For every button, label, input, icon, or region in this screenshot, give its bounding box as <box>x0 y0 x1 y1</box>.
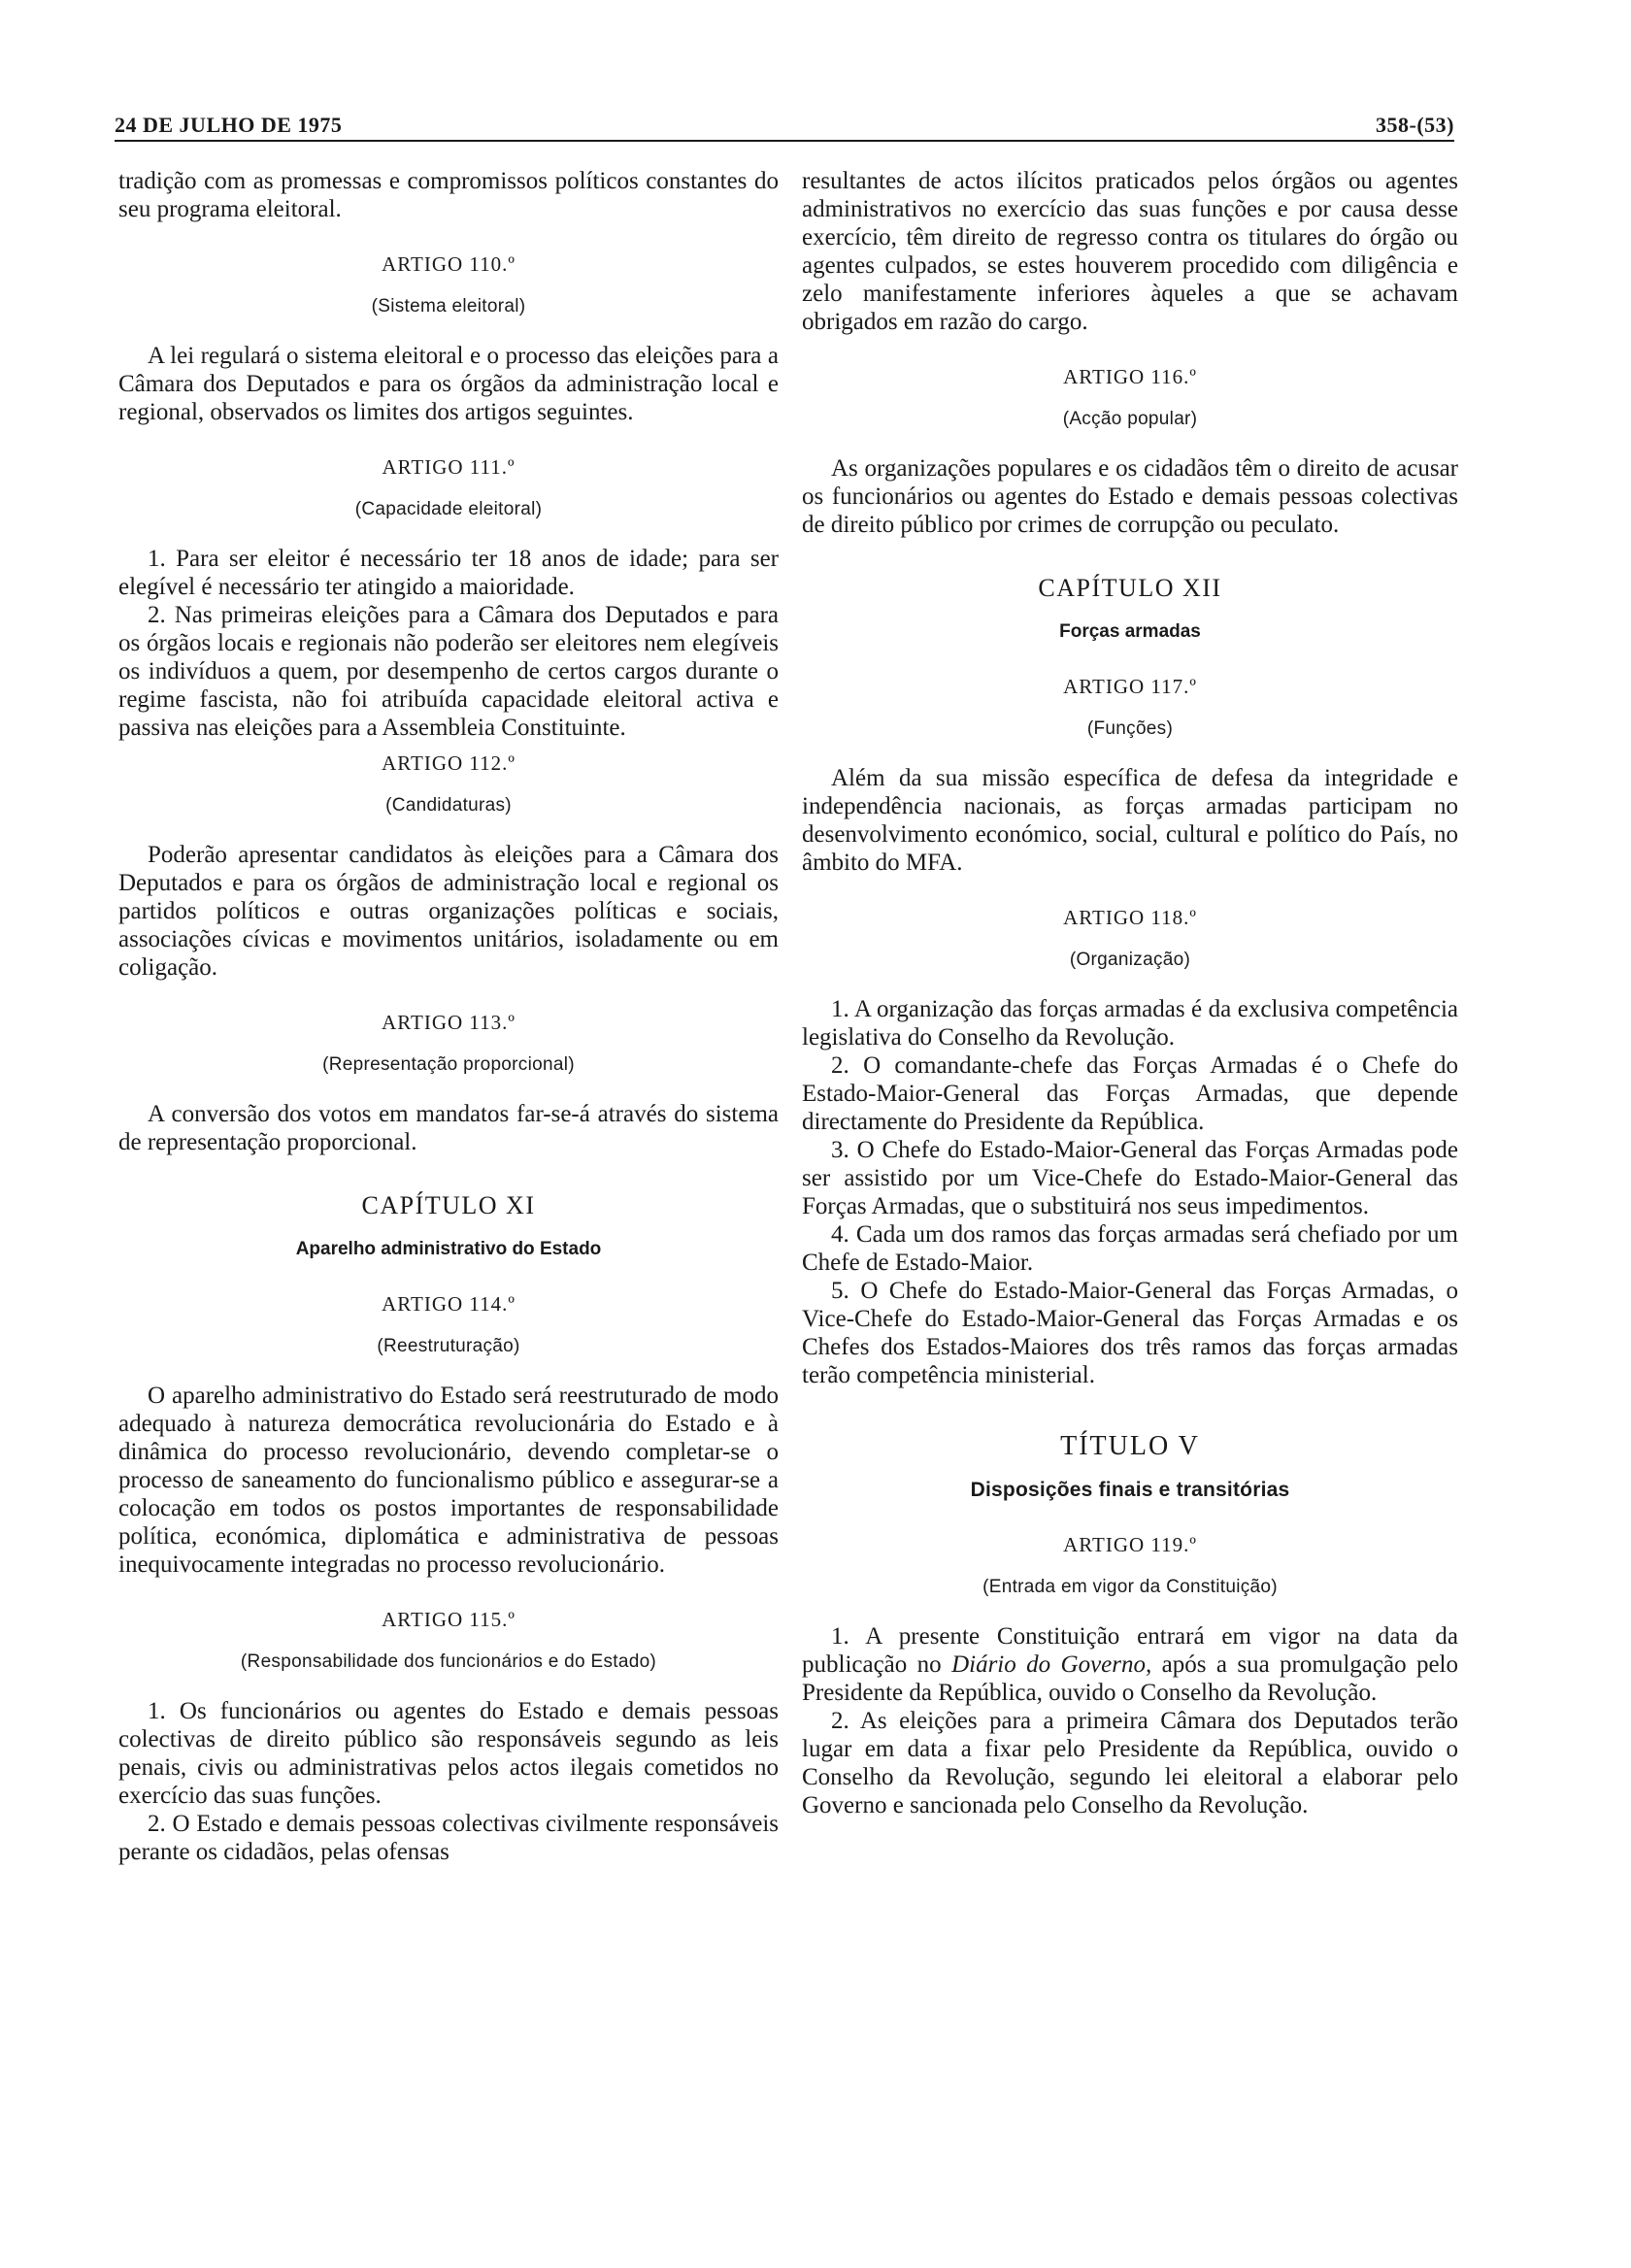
left-column <box>118 167 779 1866</box>
article-118-paragraph-2: 2. O comandante-chefe das Forças Armadas é o Chefe do Estado-Maior-General das Forças Armadas, que depende directamente do Presidente da República. <box>802 1052 1458 1135</box>
article-119-p1-start: 1. A presente Constituição entrará em vigor na data da publicação no <box>802 1623 1458 1678</box>
article-subtitle-116: (Acção popular) <box>1062 409 1198 429</box>
article-heading-117: ARTIGO 117.º <box>1063 675 1197 698</box>
article-111-paragraph-1: 1. Para ser eleitor é necessário ter 18 anos de idade; para ser elegível é necessário ter atingido a maioridade. <box>118 546 779 600</box>
article-heading-110: ARTIGO 110.º <box>382 252 516 276</box>
chapter-heading-xi: CAPÍTULO XI <box>361 1191 536 1219</box>
article-111-paragraph-2: 2. Nas primeiras eleições para a Câmara dos Deputados e para os órgãos locais e regionais não poderão ser eleitores nem elegíveis os indivíduos a quem, por desempenho de certos cargos durante o regime fascista, não foi atribuída capacidade eleitoral activa e passiva nas eleições para a Assembleia Constituinte. <box>118 602 779 741</box>
article-118-paragraph-3: 3. O Chefe do Estado-Maior-General das Forças Armadas pode ser assistido por um Vice-Chefe do Estado-Maior-General das Forças Armadas, que o substituirá nos seus impedimentos. <box>802 1137 1458 1219</box>
article-subtitle-118: (Organização) <box>1069 950 1191 970</box>
article-118-paragraph-1: 1. A organização das forças armadas é da exclusiva competência legislativa do Conselho da Revolução. <box>802 996 1458 1051</box>
article-subtitle-113: (Representação proporcional) <box>322 1054 575 1075</box>
paragraph-continuation: tradição com as promessas e compromissos políticos constantes do seu programa eleitoral. <box>118 168 779 222</box>
article-119-p1-italic: Diário do Governo, <box>951 1651 1152 1678</box>
article-subtitle-115: (Responsabilidade dos funcionários e do Estado) <box>240 1651 657 1672</box>
chapter-heading-xii: CAPÍTULO XII <box>1038 574 1222 602</box>
page-header <box>115 111 1454 142</box>
article-heading-119: ARTIGO 119.º <box>1063 1533 1197 1556</box>
article-heading-116: ARTIGO 116.º <box>1063 365 1197 388</box>
article-112-paragraph: Poderão apresentar candidatos às eleições para a Câmara dos Deputados e para os órgãos de administração local e regional os partidos políticos e outras organizações políticas e sociais, associações cívicas e movimentos unitários, isoladamente ou em coligação. <box>118 842 779 981</box>
paragraph-continuation-right: resultantes de actos ilícitos praticados pelos órgãos ou agentes administrativos no exercício das suas funções e por causa desse exercício, têm direito de regresso contra os titulares do órgão ou agentes culpados, se estes houverem procedido com diligência e zelo manifestamente inferiores àqueles a que se achavam obrigados em razão do cargo. <box>802 168 1458 335</box>
article-subtitle-112: (Candidaturas) <box>385 795 512 816</box>
title-heading-v: TÍTULO V <box>1060 1431 1200 1461</box>
article-subtitle-114: (Reestruturação) <box>377 1336 520 1356</box>
article-118-paragraph-5: 5. O Chefe do Estado-Maior-General das Forças Armadas, o Vice-Chefe do Estado-Maior-General das Forças Armadas e os Chefes dos Estados-Maiores dos três ramos das forças armadas terão competência ministerial. <box>802 1278 1458 1388</box>
article-119-paragraph-1 <box>802 1622 1458 1707</box>
article-subtitle-117: (Funções) <box>1086 718 1174 739</box>
article-subtitle-119: (Entrada em vigor da Constituição) <box>982 1577 1278 1597</box>
chapter-name-xii: Forças armadas <box>1059 621 1201 642</box>
article-118-paragraph-4: 4. Cada um dos ramos das forças armadas será chefiado por um Chefe de Estado-Maior. <box>802 1221 1458 1276</box>
article-116-paragraph: As organizações populares e os cidadãos têm o direito de acusar os funcionários ou agentes do Estado e demais pessoas colectivas de direito público por crimes de corrupção ou peculato. <box>802 455 1458 538</box>
article-110-paragraph: A lei regulará o sistema eleitoral e o processo das eleições para a Câmara dos Deputados e para os órgãos da administração local e regional, observados os limites dos artigos seguintes. <box>118 343 779 425</box>
article-heading-111: ARTIGO 111.º <box>382 455 516 479</box>
article-114-paragraph: O aparelho administrativo do Estado será reestruturado de modo adequado à natureza democrática revolucionária do Estado e à dinâmica do processo revolucionário, devendo completar-se o processo de saneamento do funcionalismo público e assegurar-se a colocação em todos os postos importantes de responsabilidade política, económica, diplomática e administrativa de pessoas inequivocamente integradas no processo revolucionário. <box>118 1383 779 1578</box>
chapter-name-xi: Aparelho administrativo do Estado <box>295 1239 602 1259</box>
article-heading-118: ARTIGO 118.º <box>1063 906 1197 929</box>
right-column <box>802 167 1458 1819</box>
article-117-paragraph: Além da sua missão específica de defesa da integridade e independência nacionais, as forças armadas participam no desenvolvimento económico, social, cultural e político do País, no âmbito do MFA. <box>802 765 1458 876</box>
article-heading-113: ARTIGO 113.º <box>382 1011 516 1034</box>
article-subtitle-111: (Capacidade eleitoral) <box>354 499 543 519</box>
article-heading-112: ARTIGO 112.º <box>382 751 516 775</box>
header-date: 24 DE JULHO DE 1975 <box>115 113 343 137</box>
article-heading-114: ARTIGO 114.º <box>382 1292 516 1316</box>
article-heading-115: ARTIGO 115.º <box>382 1608 516 1631</box>
article-119-paragraph-2: 2. As eleições para a primeira Câmara dos Deputados terão lugar em data a fixar pelo Presidente da República, ouvido o Conselho da Revolução, segundo lei eleitoral a elaborar pelo Governo e sancionada pelo Conselho da Revolução. <box>802 1708 1458 1818</box>
article-113-paragraph: A conversão dos votos em mandatos far-se-á através do sistema de representação proporcional. <box>118 1101 779 1155</box>
article-119-p1-end: após a sua promulgação pelo Presidente da República, ouvido o Conselho da Revolução. <box>802 1651 1458 1706</box>
header-page-number: 358-(53) <box>1376 113 1454 137</box>
article-subtitle-110: (Sistema eleitoral) <box>371 296 526 317</box>
title-name-v: Disposições finais e transitórias <box>970 1479 1290 1501</box>
article-115-paragraph-2: 2. O Estado e demais pessoas colectivas civilmente responsáveis perante os cidadãos, pelas ofensas <box>118 1811 779 1865</box>
article-115-paragraph-1: 1. Os funcionários ou agentes do Estado e demais pessoas colectivas de direito público são responsáveis segundo as leis penais, civis ou administrativas pelos actos ilegais cometidos no exercício das suas funções. <box>118 1698 779 1809</box>
